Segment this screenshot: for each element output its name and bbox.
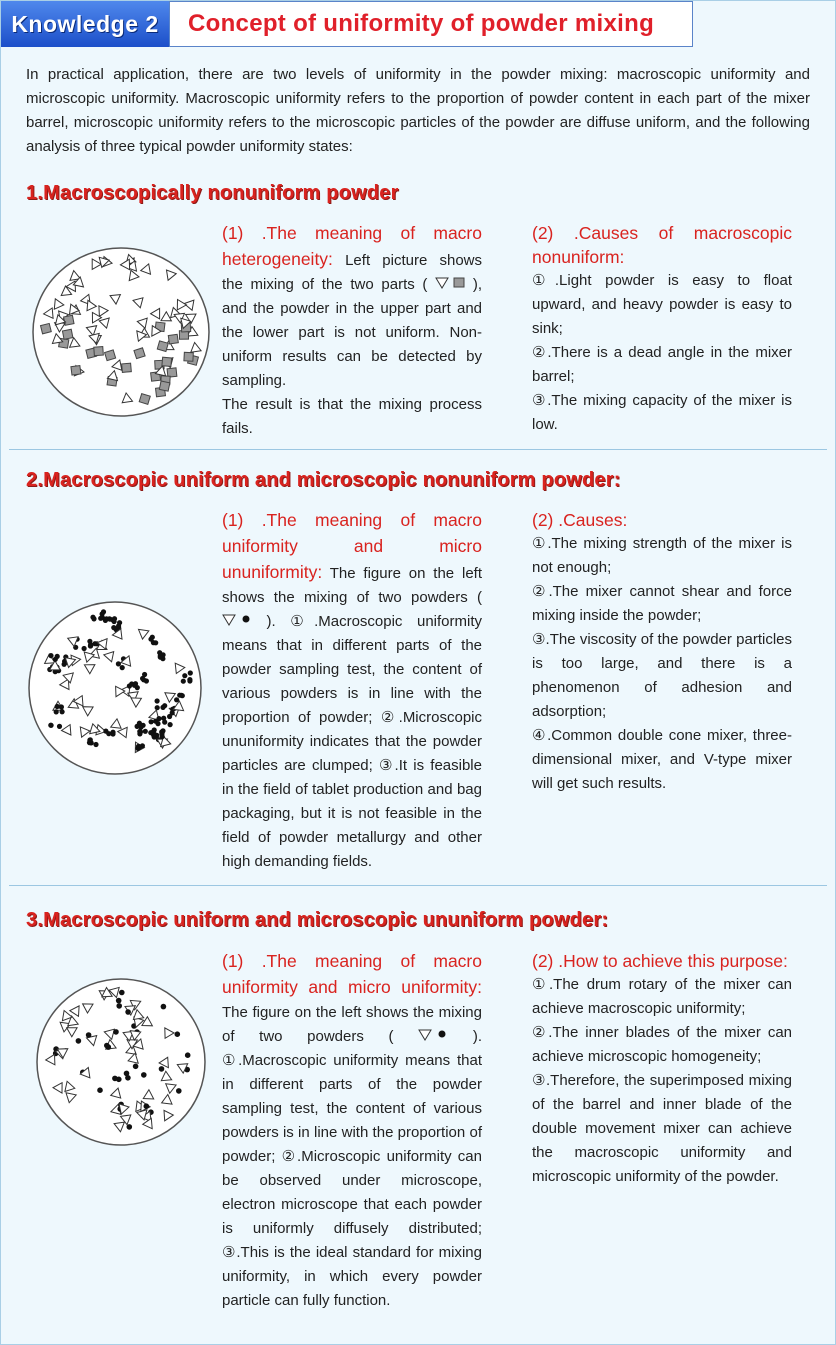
section-1-cause-2: ②.There is a dead angle in the mixer barrel;: [532, 344, 792, 385]
section-2-left-body: The figure on the left shows the mixing of two powders (: [222, 565, 482, 606]
section-1-right-heading: (2) .Causes of macroscopic nonuniform:: [532, 223, 792, 267]
section-3-diagram: [35, 977, 207, 1147]
divider-2: [9, 885, 827, 886]
header: [1, 1, 693, 47]
section-1-cause-3: ③.The mixing capacity of the mixer is low.: [532, 392, 792, 433]
section-3-step-3: ③.Therefore, the superimposed mixing of the barrel and inner blade of the double movement mixer can achieve the macroscopic uniformity and microscopic uniformity of the powder.: [532, 1072, 792, 1185]
section-2-diagram: [27, 600, 203, 776]
nonuniform-mixture-illustration: [31, 246, 211, 418]
triangle-dot-legend-icon: [222, 612, 252, 628]
section-1-left-text: [222, 221, 482, 441]
section-1-left-body: Left picture shows the mixing of the two parts (: [222, 252, 482, 293]
section-2-title: 2.Macroscopic uniform and microscopic nonuniform powder:: [26, 469, 621, 491]
section-3-left-body: The figure on the left shows the mixing of two powders (: [222, 1004, 482, 1045]
section-2-right-heading: (2) .Causes:: [532, 510, 628, 530]
triangle-dot-legend-icon-2: [418, 1027, 448, 1043]
section-2-right-text: [532, 508, 792, 796]
intro-paragraph: In practical application, there are two levels of uniformity in the powder mixing: macroscopic uniformity and microscopic uniformity. Macroscopic uniformity refers to the proportion of powder content in each part of the mixer barrel, microscopic uniformity refers to the microscopic particles of the powder are diffuse uniform, and the following analysis of three typical powder uniformity states:: [26, 66, 810, 155]
section-2-cause-4: ④.Common double cone mixer, three-dimensional mixer, and V-type mixer will get such results.: [532, 727, 792, 792]
section-1-cause-1: ①.Light powder is easy to float upward, and heavy powder is easy to sink;: [532, 272, 792, 337]
section-1-diagram: [31, 246, 211, 418]
uniform-mixture-illustration: [35, 977, 207, 1147]
section-3-left-body-2: ). ①.Macroscopic uniformity means that in different parts of the powder sampling test, the content of various powders is in line with the proportion of powder; ②.Microscopic uniformity can be observed under microscope, electron microscope that each powder is uniformly diffusely distributed; ③.This is the ideal standard for mixing uniformity, in which every powder particle can fully function.: [222, 1028, 482, 1309]
knowledge-tag: Knowledge 2: [1, 1, 169, 47]
section-2-left-heading: (1) .The meaning of macro uniformity and micro ununiformity:: [222, 510, 482, 582]
section-2-left-body-2: ). ①.Macroscopic uniformity means that in different parts of the powder sampling test, the content of various powders is in line with the proportion of powder; ②.Microscopic ununiformity indicates that the powder particles are clumped; ③.It is feasible in the field of tablet production and bag packaging, but it is not feasible in the field of powder metallurgy and other high demanding fields.: [222, 613, 482, 870]
section-2-cause-3: ③.The viscosity of the powder particles is too large, and there is a phenomenon of adhesion and adsorption;: [532, 631, 792, 720]
triangle-square-legend-icon: [435, 275, 465, 291]
section-2-left-text: [222, 508, 482, 874]
section-1-left-heading: (1) .The meaning of macro heterogeneity:: [222, 223, 482, 269]
section-3-title: 3.Macroscopic uniform and microscopic ununiform powder:: [26, 909, 609, 931]
section-2-cause-2: ②.The mixer cannot shear and force mixing inside the powder;: [532, 583, 792, 624]
section-3-right-text: [532, 949, 792, 1189]
section-3-right-heading: (2) .How to achieve this purpose:: [532, 951, 788, 971]
section-3-step-1: ①.The drum rotary of the mixer can achieve macroscopic uniformity;: [532, 976, 792, 1017]
section-2-cause-1: ①.The mixing strength of the mixer is not enough;: [532, 535, 792, 576]
section-1-right-text: [532, 221, 792, 437]
page-title: Concept of uniformity of powder mixing: [169, 1, 693, 47]
section-3-left-heading: (1) .The meaning of macro uniformity and micro uniformity:: [222, 951, 482, 997]
section-3-left-text: [222, 949, 482, 1313]
section-3-step-2: ②.The inner blades of the mixer can achieve microscopic homogeneity;: [532, 1024, 792, 1065]
section-1-left-result: The result is that the mixing process fails.: [222, 396, 482, 437]
section-1-left-body-2: ), and the powder in the upper part and the lower part is not uniform. Non-uniform results can be detected by sampling.: [222, 276, 482, 389]
section-1-title: 1.Macroscopically nonuniform powder: [26, 182, 399, 204]
divider-1: [9, 449, 827, 450]
clumped-mixture-illustration: [27, 600, 203, 776]
